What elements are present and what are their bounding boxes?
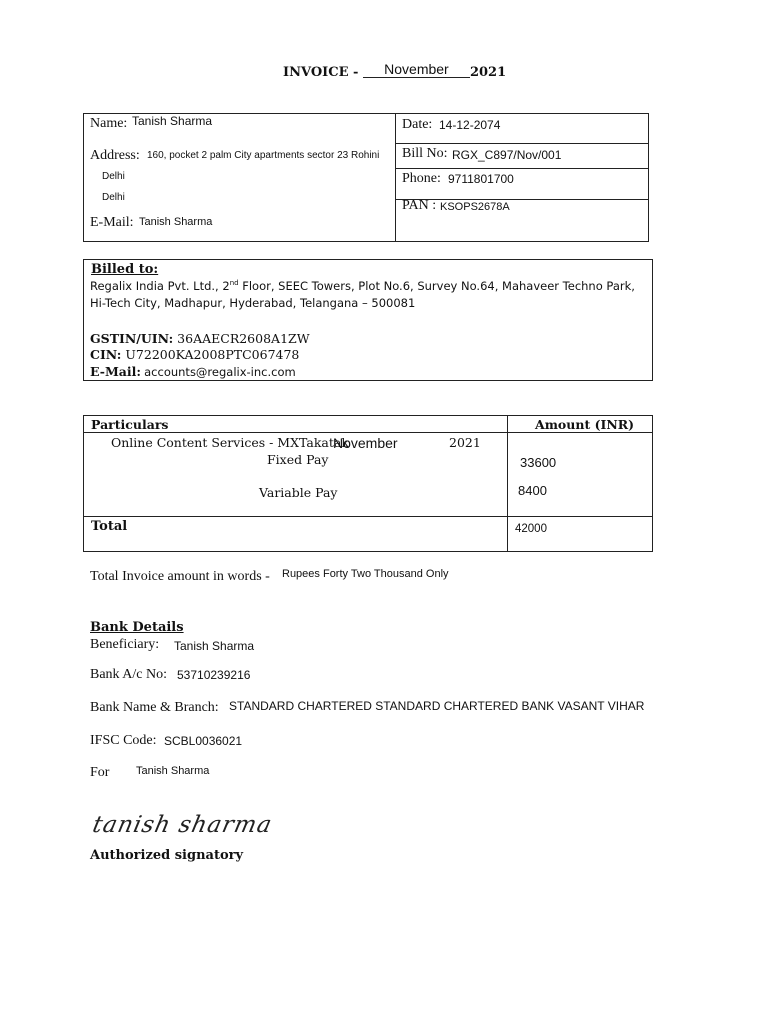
gstin-value: 36AAECR2608A1ZW [177, 331, 310, 346]
billed-email-label: E-Mail: [90, 364, 141, 379]
gstin-label: GSTIN/UIN: [90, 331, 174, 346]
branch-label: Bank Name & Branch: [90, 700, 219, 715]
cin-value: U72200KA2008PTC067478 [125, 347, 300, 362]
bill-no: RGX_C897/Nov/001 [452, 148, 562, 162]
invoice-date: 14-12-2074 [439, 118, 501, 132]
vendor-box-divider [395, 113, 396, 241]
amount-words-value: Rupees Forty Two Thousand Only [282, 568, 449, 580]
ifsc-label: IFSC Code: [90, 733, 157, 748]
col-particulars-header: Particulars [91, 417, 169, 432]
billed-to-line-1b: Floor, SEEC Towers, Plot No.6, Survey No.64, Mahaveer Techno Park, [238, 279, 635, 293]
billed-email-row [90, 364, 296, 380]
divider [83, 516, 653, 517]
authorized-signatory: Authorized signatory [90, 848, 244, 863]
handwritten-signature: tanish sharma [90, 812, 275, 838]
col-amount-header: Amount (INR) [535, 417, 635, 432]
divider [83, 432, 653, 433]
divider [507, 415, 508, 551]
address-line-2: Delhi [102, 171, 125, 182]
email-label: E-Mail: [90, 215, 134, 230]
invoice-title-prefix: INVOICE - [283, 65, 363, 80]
address-label: Address: [90, 148, 140, 163]
service-year: 2021 [449, 435, 481, 450]
beneficiary-label: Beneficiary: [90, 637, 160, 652]
for-label: For [90, 765, 110, 780]
account-label: Bank A/c No: [90, 667, 167, 682]
variable-pay-amount: 8400 [518, 483, 547, 498]
account-value: 53710239216 [177, 668, 251, 682]
phone: 9711801700 [448, 172, 514, 186]
pan-label: PAN : [402, 198, 437, 213]
phone-label: Phone: [402, 171, 441, 186]
bill-no-label: Bill No: [402, 146, 448, 161]
fixed-pay-amount: 33600 [520, 455, 557, 470]
billed-to-box [83, 259, 653, 381]
vendor-name: Tanish Sharma [132, 114, 213, 128]
branch-value: STANDARD CHARTERED STANDARD CHARTERED BANK VASANT VIHAR [229, 699, 645, 713]
beneficiary-value: Tanish Sharma [174, 639, 255, 653]
cin-row [90, 347, 299, 362]
pan: KSOPS2678A [440, 201, 510, 213]
billed-to-heading: Billed to: [91, 262, 159, 277]
billed-to-line-1-sup: nd [229, 279, 239, 288]
service-month: November [333, 435, 398, 451]
billed-to-line-1 [90, 279, 635, 293]
gstin-row [90, 331, 310, 346]
total-amount: 42000 [515, 523, 547, 535]
divider [395, 143, 649, 144]
total-label: Total [91, 519, 128, 534]
address-line-3: Delhi [102, 192, 125, 203]
cin-label: CIN: [90, 347, 122, 362]
amount-words-label: Total Invoice amount in words - [90, 569, 270, 584]
billed-to-line-2: Hi-Tech City, Madhapur, Hyderabad, Telangana – 500081 [90, 296, 416, 310]
invoice-month-field [363, 61, 470, 78]
billed-to-line-1a: Regalix India Pvt. Ltd., 2 [90, 279, 230, 293]
fixed-pay-label: Fixed Pay [267, 452, 329, 467]
variable-pay-label: Variable Pay [259, 485, 338, 500]
vendor-email: Tanish Sharma [139, 216, 213, 228]
name-label: Name: [90, 116, 128, 131]
invoice-month: November [384, 61, 449, 77]
date-label: Date: [402, 117, 433, 132]
address-line-1: 160, pocket 2 palm City apartments sector 23 Rohini [147, 150, 380, 161]
billed-email-value: accounts@regalix-inc.com [144, 365, 296, 379]
ifsc-value: SCBL0036021 [164, 734, 243, 748]
for-value: Tanish Sharma [136, 765, 210, 777]
bank-details-heading: Bank Details [90, 620, 184, 635]
invoice-year: 2021 [469, 65, 507, 80]
invoice-title [283, 63, 506, 80]
service-description: Online Content Services - MXTakatak [111, 435, 349, 450]
divider [395, 168, 649, 169]
